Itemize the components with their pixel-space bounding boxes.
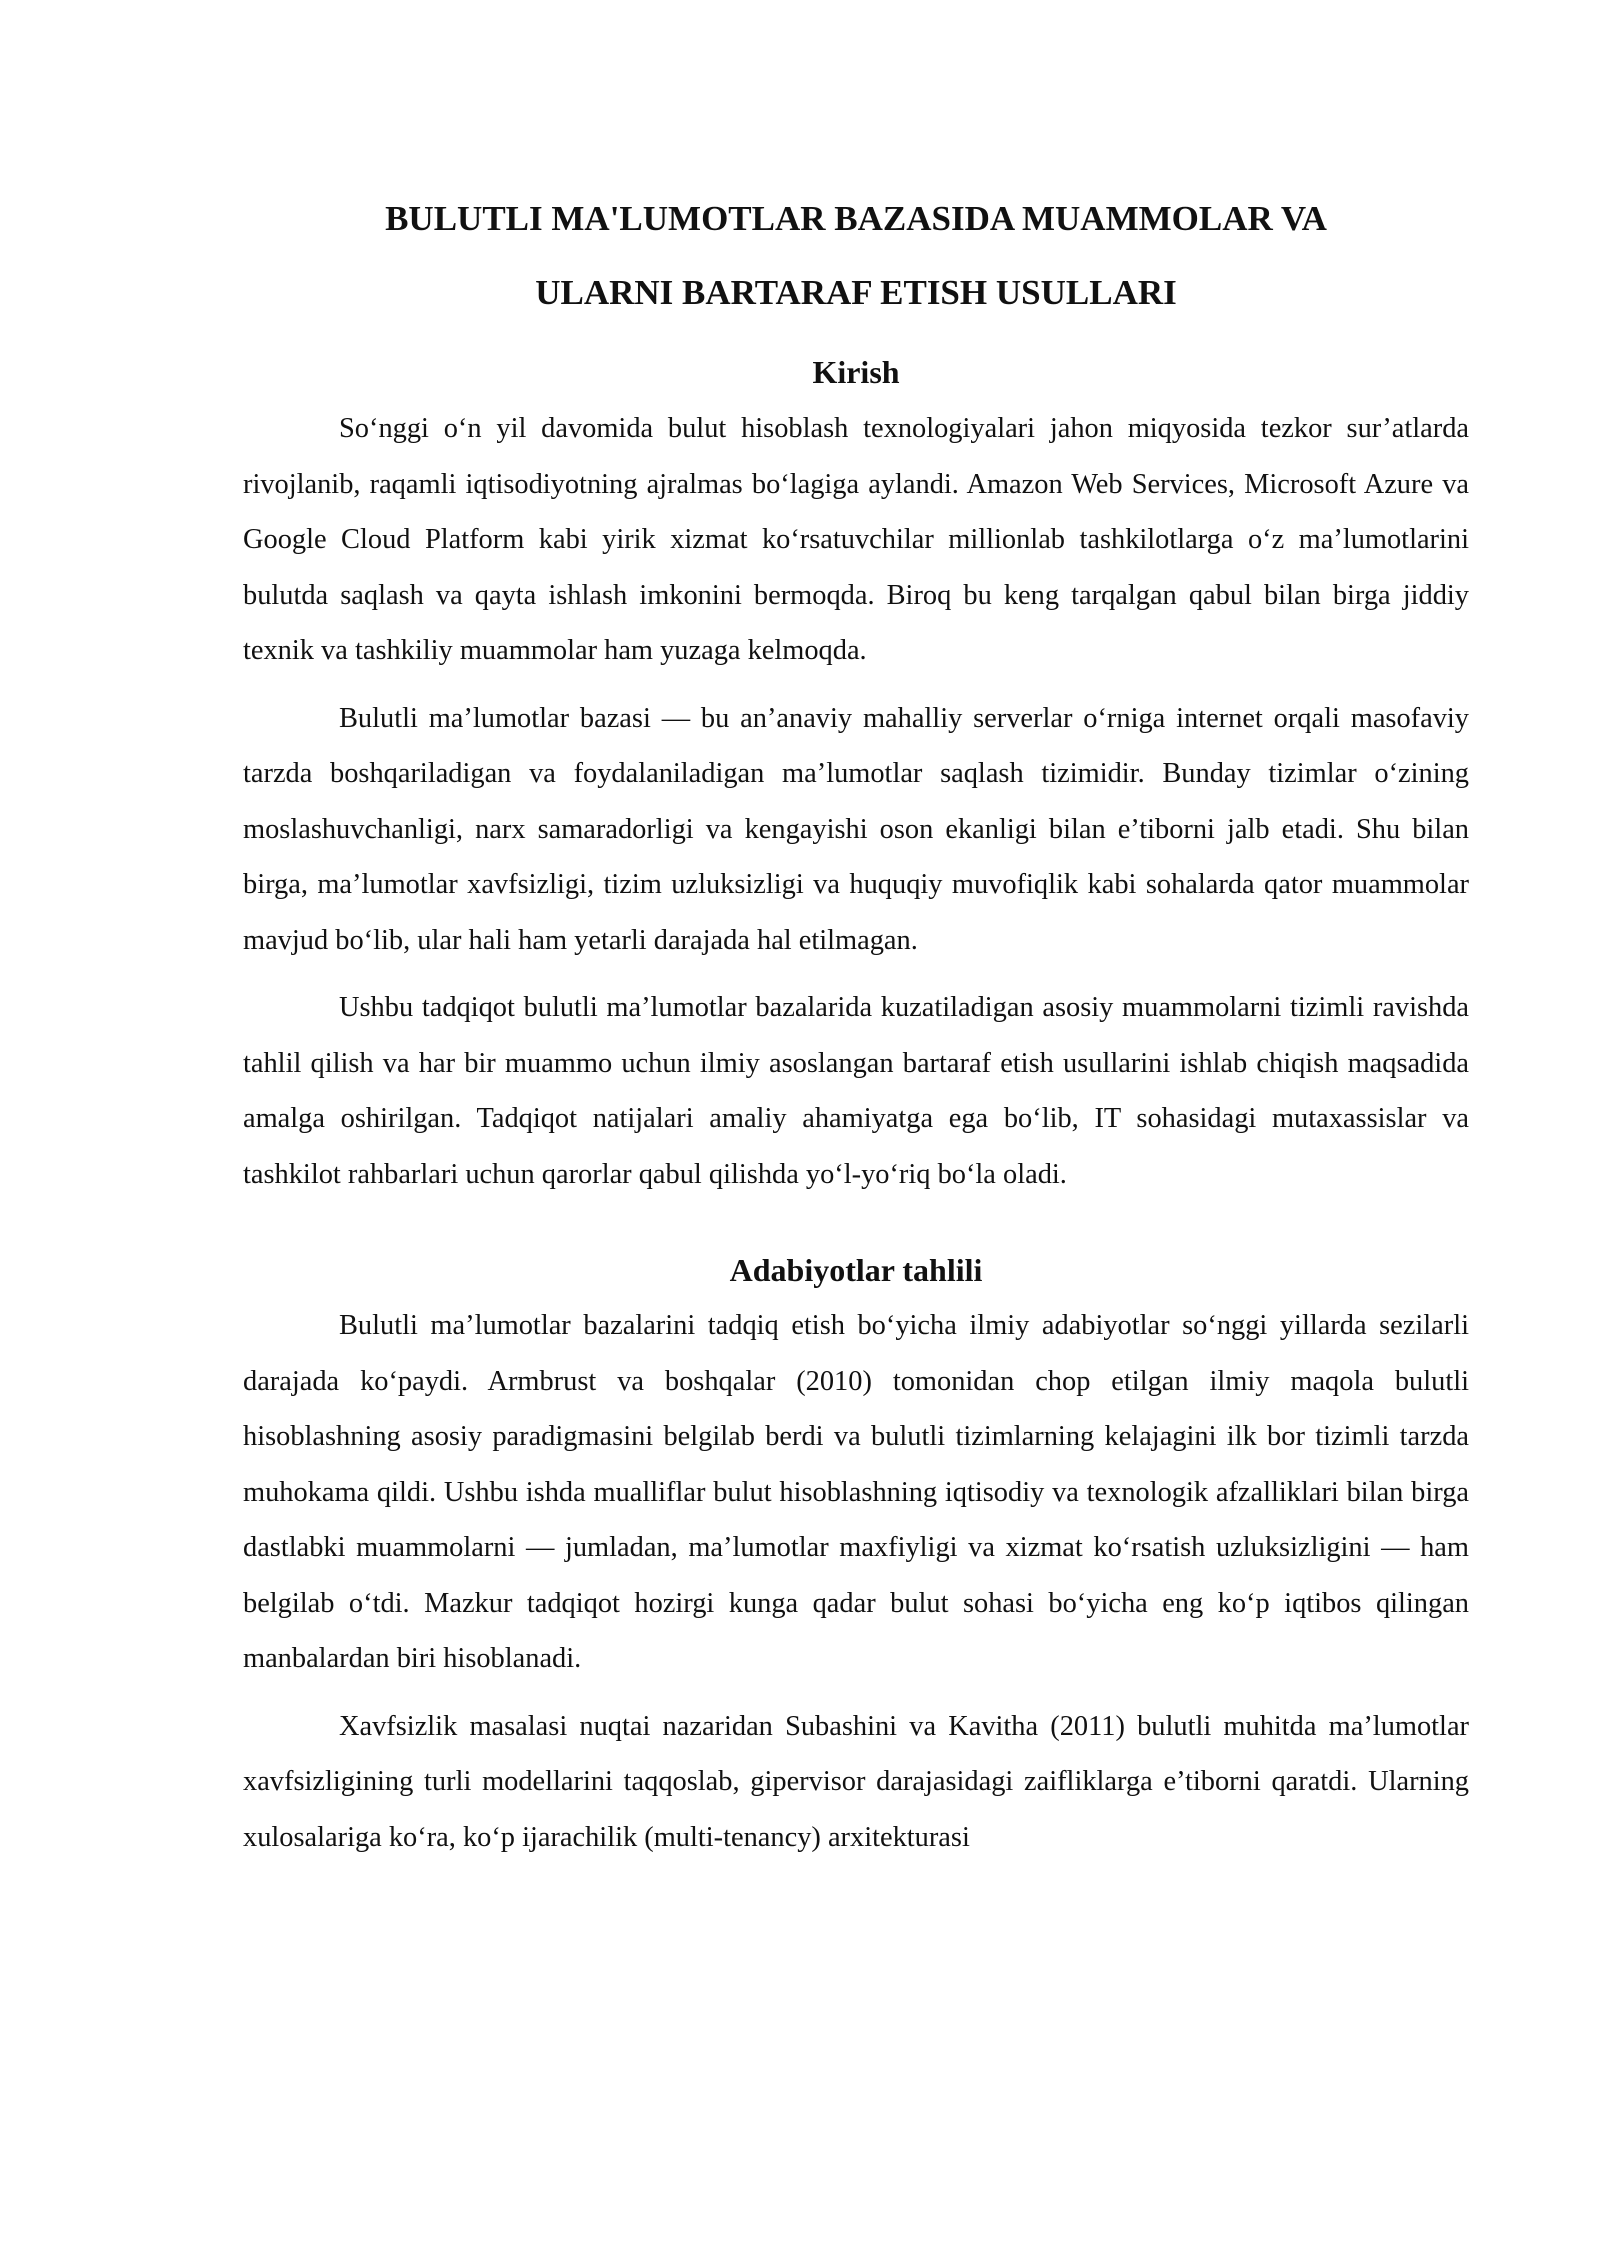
paragraph: Xavfsizlik masalasi nuqtai nazaridan Subashini va Kavitha (2011) bulutli muhitda ma’lumotlar xavfsizligining turli modellarini taqqoslab, gipervisor darajasidagi zaifliklarga e’tiborni qaratdi. Ularning xulosalariga ko‘ra, ko‘p ijarachilik (multi-tenancy) arxitekturasi bbox=[243, 1710, 1469, 1853]
paragraph: Bulutli ma’lumotlar bazasi — bu an’anaviy mahalliy serverlar o‘rniga internet orqali masofaviy tarzda boshqariladigan va foydalaniladigan ma’lumotlar saqlash tizimidir. Bunday tizimlar o‘zining moslashuvchanligi, narx samaradorligi va kengayishi oson ekanligi bilan e’tiborni jalb etadi. Shu bilan birga, ma’lumotlar xavfsizligi, tizim uzluksizligi va huquqiy muvofiqlik kabi sohalarda qator muammolar mavjud bo‘lib, ular hali ham yetarli darajada hal etilmagan. bbox=[243, 702, 1469, 956]
document-title bbox=[243, 182, 1469, 330]
paragraph: So‘nggi o‘n yil davomida bulut hisoblash texnologiyalari jahon miqyosida tezkor sur’atlarda rivojlanib, raqamli iqtisodiyotning ajralmas bo‘lagiga aylandi. Amazon Web Services, Microsoft Azure va Google Cloud Platform kabi yirik xizmat ko‘rsatuvchilar millionlab tashkilotlarga o‘z ma’lumotlarini bulutda saqlash va qayta ishlash imkonini bermoqda. Biroq bu keng tarqalgan qabul bilan birga jiddiy texnik va tashkiliy muammolar ham yuzaga kelmoqda. bbox=[243, 413, 1469, 666]
document-page bbox=[243, 182, 1469, 1865]
section-introduction bbox=[243, 343, 1469, 1202]
paragraph: Bulutli ma’lumotlar bazalarini tadqiq etish bo‘yicha ilmiy adabiyotlar so‘nggi yillarda sezilarli darajada ko‘paydi. Armbrust va boshqalar (2010) tomonidan chop etilgan ilmiy maqola bulutli hisoblashning asosiy paradigmasini belgilab berdi va bulutli tizimlarning kelajagini ilk bor tizimli tarzda muhokama qildi. Ushbu ishda mualliflar bulut hisoblashning iqtisodiy va texnologik afzalliklari bilan birga dastlabki muammolarni — jumladan, ma’lumotlar maxfiyligi va xizmat ko‘rsatish uzluksizligini — ham belgilab o‘tdi. Mazkur tadqiqot hozirgi kunga qadar bulut sohasi bo‘yicha eng ko‘p iqtibos qilingan manbalardan biri hisoblanadi. bbox=[243, 1310, 1469, 1674]
section-literature-review bbox=[243, 1242, 1469, 1865]
title-line-1: BULUTLI MA'LUMOTLAR BAZASIDA MUAMMOLAR VA bbox=[385, 199, 1327, 238]
title-line-2: ULARNI BARTARAF ETISH USULLARI bbox=[535, 273, 1177, 312]
section-heading-introduction: Kirish bbox=[812, 354, 900, 390]
section-heading-literature-review: Adabiyotlar tahlili bbox=[729, 1252, 983, 1288]
paragraph: Ushbu tadqiqot bulutli ma’lumotlar bazalarida kuzatiladigan asosiy muammolarni tizimli ravishda tahlil qilish va har bir muammo uchun ilmiy asoslangan bartaraf etish usullarini ishlab chiqish maqsadida amalga oshirilgan. Tadqiqot natijalari amaliy ahamiyatga ega bo‘lib, IT sohasidagi mutaxassislar va tashkilot rahbarlari uchun qarorlar qabul qilishda yo‘l-yo‘riq bo‘la oladi. bbox=[243, 992, 1469, 1190]
